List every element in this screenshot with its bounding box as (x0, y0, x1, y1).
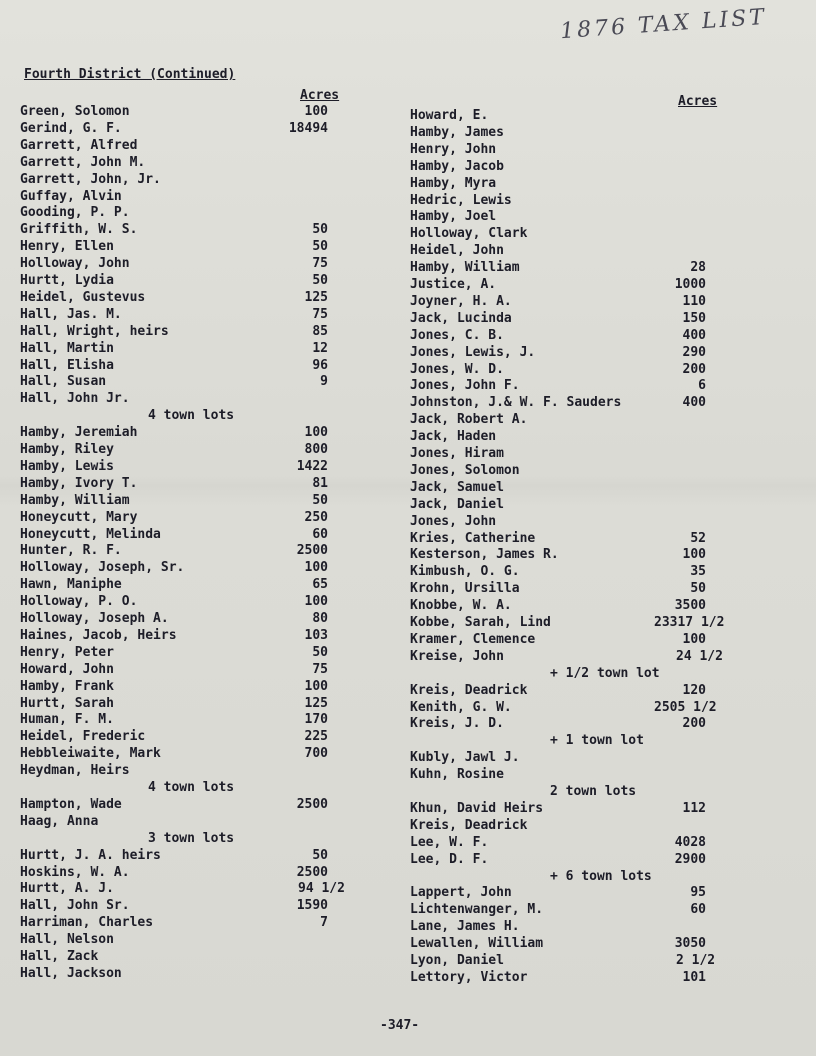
left-entry-name: Hamby, Frank (20, 678, 114, 694)
left-entry-name: Hoskins, W. A. (20, 864, 130, 880)
right-entry-name: Kuhn, Rosine (410, 767, 504, 783)
right-entry-name: Lee, D. F. (410, 851, 489, 867)
right-entry-name: Jack, Daniel (410, 496, 504, 512)
right-entry-acres: 3500 (674, 598, 706, 614)
right-entry-name: Jack, Haden (410, 429, 497, 445)
left-entry-name: Hurtt, A. J. (20, 881, 114, 897)
left-entry-acres: 50 (312, 273, 328, 288)
page-number: -347- (380, 1018, 420, 1033)
right-entry-acres: 23317 1/2 (654, 615, 725, 630)
right-entry-name: Lewallen, William (410, 936, 544, 952)
left-entry-acres: 225 (304, 729, 328, 745)
right-entry-name: Kimbush, O. G. (410, 564, 520, 580)
left-entry-name: Heidel, Frederic (20, 729, 146, 745)
left-entry-name: Hall, John Sr. (20, 898, 130, 914)
right-entry-acres: 50 (690, 581, 706, 597)
right-entry-name: Justice, A. (410, 277, 497, 292)
right-entry-acres: 2 1/2 (676, 953, 716, 968)
left-entry-acres: 100 (304, 425, 328, 441)
right-entry-acres: 1000 (674, 277, 706, 292)
right-entry-name: Jones, John F. (410, 378, 520, 394)
right-entry-acres: 28 (690, 260, 706, 276)
left-entry-acres: 103 (304, 627, 328, 643)
left-entry-name: Hampton, Wade (20, 796, 122, 812)
left-entry-name: Garrett, Alfred (20, 137, 138, 153)
left-entry-name: Griffith, W. S. (20, 222, 138, 238)
right-entry-acres: 200 (682, 361, 706, 377)
left-entry-acres: 100 (304, 560, 328, 576)
right-entry-acres: 100 (682, 547, 706, 563)
right-entry-acres: 120 (682, 682, 706, 698)
left-entry-name: Heidel, Gustevus (20, 289, 146, 305)
left-entry-acres: 100 (304, 104, 328, 119)
right-entry-name: Khun, David Heirs (410, 800, 544, 816)
left-entry-name: Green, Solomon (20, 104, 130, 119)
left-entry-name: Hall, Elisha (20, 357, 114, 373)
right-entry-name: Knobbe, W. A. (410, 598, 512, 614)
left-entry-name: Gerind, G. F. (20, 120, 122, 136)
right-entry-name: Lyon, Daniel (410, 953, 504, 968)
left-entry-acres: 1422 (296, 458, 328, 474)
left-entry-name: Hall, Martin (20, 340, 114, 356)
right-entry-acres: 150 (682, 310, 706, 326)
right-entry-acres: 3050 (674, 936, 706, 952)
right-entry-name: Kreis, Deadrick (410, 682, 528, 698)
right-entry-name: Henry, John (410, 141, 497, 157)
left-entry-name: Honeycutt, Melinda (20, 526, 161, 542)
right-entry-name: Kreise, John (410, 648, 504, 664)
left-entry-name: Honeycutt, Mary (20, 509, 138, 525)
left-entry-name: Garrett, John, Jr. (20, 171, 161, 187)
left-entry-acres: 94 1/2 (298, 881, 345, 897)
right-entry-name: Jack, Samuel (410, 479, 504, 495)
left-entry-name: Human, F. M. (20, 712, 114, 728)
left-entry-acres: 75 (312, 661, 328, 677)
right-entry-acres: 24 1/2 (676, 648, 723, 664)
left-entry-acres: 18494 (288, 120, 328, 136)
right-entry-acres: 110 (682, 293, 706, 309)
left-entry-name: Hall, Wright, heirs (20, 323, 169, 339)
right-entry-name: Hamby, James (410, 124, 504, 140)
left-entry-acres: 75 (312, 256, 328, 272)
left-entry-name: Hamby, Ivory T. (20, 475, 138, 491)
left-entry-name: Hall, Zack (20, 949, 99, 964)
right-entry-name: Lappert, John (410, 885, 512, 901)
right-entry-name: Kramer, Clemence (410, 631, 536, 647)
right-entry-acres: 400 (682, 327, 706, 343)
left-entry-name: Hurtt, J. A. heirs (20, 847, 161, 863)
left-entry-acres: 85 (312, 323, 328, 339)
right-entry-name: Lichtenwanger, M. (410, 902, 544, 918)
left-town-lots-note: 3 town lots (148, 830, 235, 846)
left-entry-name: Haines, Jacob, Heirs (20, 627, 177, 643)
left-entry-name: Hamby, Jeremiah (20, 425, 138, 441)
right-entry-name: Jones, Hiram (410, 446, 504, 461)
right-entry-acres: 6 (698, 378, 706, 394)
right-acres-header: Acres (678, 94, 718, 109)
right-entry-acres: 400 (682, 395, 706, 411)
left-entry-acres: 50 (312, 492, 328, 508)
left-entry-acres: 1590 (296, 898, 328, 914)
left-entry-acres: 60 (312, 526, 328, 542)
left-entry-acres: 50 (312, 239, 328, 255)
left-entry-name: Hamby, William (20, 492, 130, 508)
left-entry-acres: 50 (312, 644, 328, 660)
right-entry-acres: 2505 1/2 (654, 699, 717, 715)
right-entry-name: Hamby, Jacob (410, 158, 504, 174)
left-entry-name: Howard, John (20, 661, 114, 677)
left-entry-acres: 100 (304, 594, 328, 610)
right-entry-name: Joyner, H. A. (410, 293, 512, 309)
left-entry-name: Holloway, P. O. (20, 594, 138, 610)
right-entry-name: Hamby, William (410, 260, 520, 276)
left-entry-acres: 50 (312, 222, 328, 238)
right-entry-name: Howard, E. (410, 108, 489, 123)
left-entry-name: Hunter, R. F. (20, 543, 122, 559)
left-town-lots-note: 4 town lots (148, 408, 235, 424)
right-entry-acres: 95 (690, 885, 706, 901)
left-entry-name: Hall, John Jr. (20, 391, 130, 407)
right-town-lots-note: + 1/2 town lot (550, 665, 660, 681)
right-entry-name: Jones, John (410, 513, 497, 529)
left-entry-acres: 12 (312, 340, 328, 356)
right-entry-name: Jack, Lucinda (410, 310, 512, 326)
right-town-lots-note: 2 town lots (550, 784, 637, 799)
right-entry-name: Hamby, Myra (410, 175, 497, 191)
right-entry-acres: 60 (690, 902, 706, 918)
left-entry-name: Holloway, Joseph, Sr. (20, 560, 185, 576)
right-entry-acres: 290 (682, 344, 706, 360)
left-entry-name: Holloway, Joseph A. (20, 611, 169, 626)
right-entry-name: Lane, James H. (410, 919, 520, 935)
left-entry-name: Hall, Nelson (20, 932, 114, 948)
left-entry-name: Hurtt, Sarah (20, 695, 114, 711)
right-entry-name: Holloway, Clark (410, 226, 528, 242)
right-entry-name: Kenith, G. W. (410, 699, 512, 715)
right-entry-name: Kreis, Deadrick (410, 817, 528, 833)
right-entry-name: Jones, C. B. (410, 327, 504, 343)
left-entry-name: Hurtt, Lydia (20, 273, 114, 288)
left-entry-name: Hall, Jackson (20, 965, 122, 981)
right-entry-acres: 35 (690, 564, 706, 580)
left-town-lots-note: 4 town lots (148, 780, 235, 795)
left-entry-acres: 96 (312, 357, 328, 373)
right-town-lots-note: + 6 town lots (550, 868, 652, 884)
right-entry-name: Heidel, John (410, 243, 504, 259)
right-town-lots-note: + 1 town lot (550, 733, 644, 749)
left-entry-name: Hebbleiwaite, Mark (20, 746, 161, 762)
left-entry-name: Henry, Ellen (20, 239, 114, 255)
left-entry-acres: 81 (312, 475, 328, 491)
left-entry-acres: 2500 (296, 796, 328, 812)
right-entry-acres: 100 (682, 631, 706, 647)
left-entry-name: Guffay, Alvin (20, 188, 122, 204)
right-entry-name: Kobbe, Sarah, Lind (410, 615, 551, 630)
left-entry-acres: 7 (320, 915, 328, 931)
left-entry-name: Heydman, Heirs (20, 763, 130, 779)
left-entry-name: Hamby, Lewis (20, 458, 114, 474)
left-entry-acres: 65 (312, 577, 328, 593)
left-entry-name: Hamby, Riley (20, 442, 114, 457)
left-entry-acres: 50 (312, 847, 328, 863)
right-entry-name: Lee, W. F. (410, 834, 489, 850)
right-entry-acres: 2900 (674, 851, 706, 867)
left-entry-name: Hawn, Maniphe (20, 577, 122, 593)
left-entry-acres: 100 (304, 678, 328, 694)
right-entry-name: Jones, Lewis, J. (410, 344, 536, 360)
right-entry-name: Hamby, Joel (410, 209, 497, 225)
left-entry-name: Garrett, John M. (20, 154, 146, 170)
right-entry-acres: 200 (682, 716, 706, 732)
right-entry-name: Johnston, J.& W. F. Sauders (410, 395, 622, 411)
left-entry-acres: 125 (304, 289, 328, 305)
section-heading: Fourth District (Continued) (24, 67, 236, 82)
left-acres-header: Acres (300, 88, 340, 103)
right-entry-name: Jones, W. D. (410, 361, 504, 377)
right-entry-name: Krohn, Ursilla (410, 581, 520, 597)
left-entry-name: Henry, Peter (20, 644, 114, 660)
right-entry-name: Kubly, Jawl J. (410, 750, 520, 766)
left-entry-name: Gooding, P. P. (20, 205, 130, 221)
right-entry-name: Hedric, Lewis (410, 192, 512, 208)
left-entry-name: Hall, Susan (20, 374, 107, 390)
left-entry-acres: 800 (304, 442, 328, 457)
left-entry-acres: 9 (320, 374, 328, 390)
right-entry-name: Kreis, J. D. (410, 716, 504, 732)
left-entry-name: Hall, Jas. M. (20, 306, 122, 322)
right-entry-acres: 112 (682, 800, 706, 816)
left-entry-name: Harriman, Charles (20, 915, 154, 931)
left-entry-acres: 80 (312, 611, 328, 626)
left-entry-acres: 125 (304, 695, 328, 711)
right-entry-name: Lettory, Victor (410, 969, 528, 985)
left-entry-acres: 2500 (296, 864, 328, 880)
left-entry-acres: 2500 (296, 543, 328, 559)
right-entry-acres: 4028 (674, 834, 706, 850)
left-entry-acres: 700 (304, 746, 328, 762)
left-entry-acres: 250 (304, 509, 328, 525)
right-entry-acres: 52 (690, 530, 706, 546)
right-entry-name: Jones, Solomon (410, 462, 520, 478)
left-entry-acres: 170 (304, 712, 328, 728)
left-entry-acres: 75 (312, 306, 328, 322)
right-entry-name: Kesterson, James R. (410, 547, 559, 563)
right-entry-acres: 101 (682, 969, 706, 985)
right-entry-name: Kries, Catherine (410, 530, 536, 546)
right-entry-name: Jack, Robert A. (410, 412, 528, 428)
left-entry-name: Holloway, John (20, 256, 130, 272)
left-entry-name: Haag, Anna (20, 813, 99, 829)
handwritten-note: 1876 TAX LIST (559, 4, 768, 45)
